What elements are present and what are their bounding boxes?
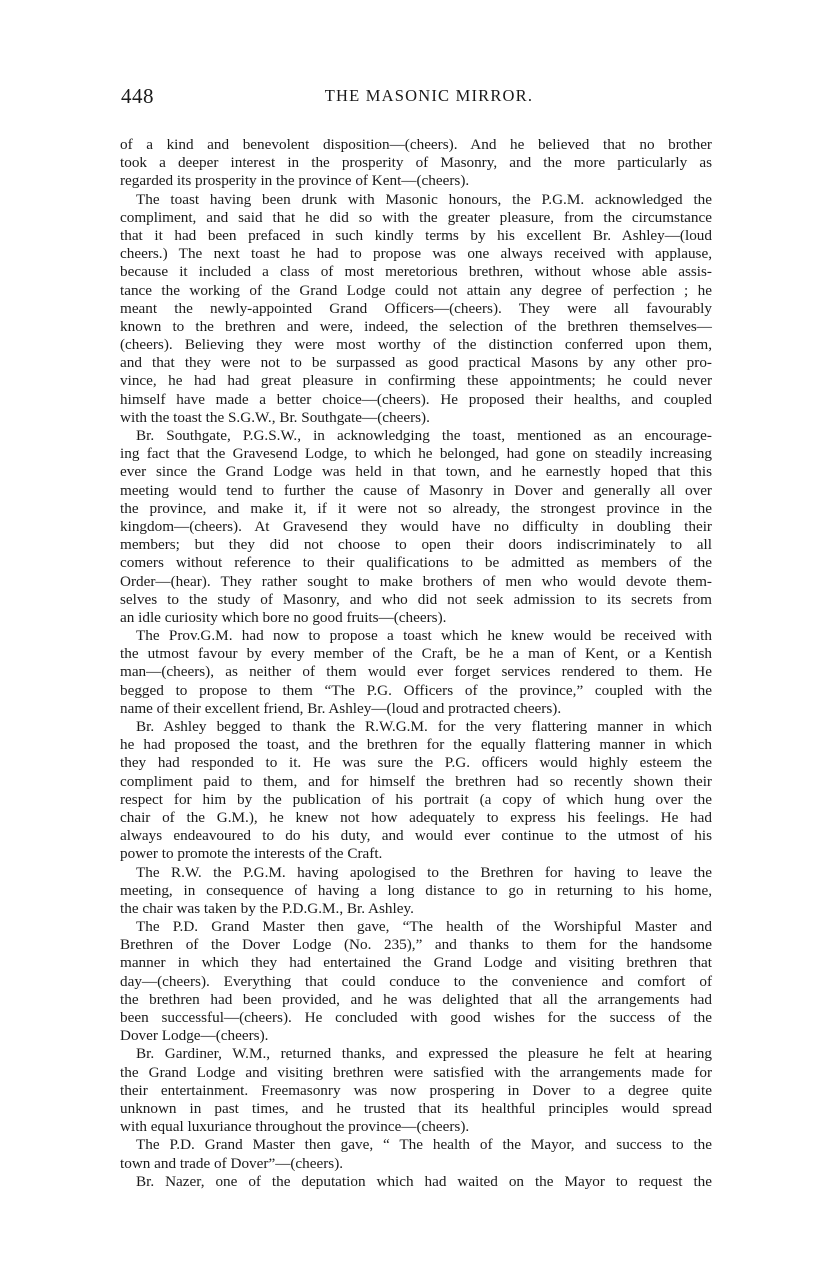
text-line: meant the newly-appointed Grand Officers—(cheers). They were all favourably: [120, 299, 712, 317]
paragraph-first-line: The P.D. Grand Master then gave, “The health of the Worshipful Master and: [136, 918, 712, 936]
text-line: members; but they did not choose to open their doors indiscriminately to all: [120, 536, 712, 554]
text-line: unknown in past times, and he trusted that its healthful principles would spread: [120, 1099, 712, 1117]
text-line: that it had been prefaced in such kindly terms by his excellent Br. Ashley—(loud: [120, 226, 712, 244]
text-line: chair of the G.M.), he knew not how adequately to express his feelings. He had: [120, 808, 712, 826]
paragraph-first-line: The toast having been drunk with Masonic honours, the P.G.M. acknowledged the: [136, 190, 712, 208]
text-line: compliment, and said that he did so with the greater pleasure, from the circumstance: [120, 208, 712, 226]
text-line: took a deeper interest in the prosperity of Masonry, and the more particularly as: [120, 154, 712, 172]
text-line: power to promote the interests of the Craft.: [120, 845, 383, 863]
running-head: [120, 84, 712, 110]
text-line: and that they were not to be surpassed as good practical Masons by any other pro-: [120, 354, 712, 372]
paragraph-first-line: The Prov.G.M. had now to propose a toast which he knew would be received with: [136, 627, 712, 645]
text-line: because it included a class of most meretorious brethren, without whose able assis-: [120, 263, 712, 281]
text-line: manner in which they had entertained the Grand Lodge and visiting brethren that: [120, 954, 712, 972]
text-line: day—(cheers). Everything that could conduce to the convenience and comfort of: [120, 972, 712, 990]
text-line: meeting would tend to further the cause of Masonry in Dover and generally all over: [120, 481, 712, 499]
text-line: compliment paid to them, and for himself the brethren had so recently shown their: [120, 772, 712, 790]
paragraph-first-line: Br. Ashley begged to thank the R.W.G.M. for the very flattering manner in which: [136, 718, 712, 735]
text-line: comers without reference to their qualifications to be admitted as members of the: [120, 554, 712, 572]
paragraph-first-line: Br. Gardiner, W.M., returned thanks, and expressed the pleasure he felt at hearing: [136, 1045, 712, 1063]
text-line: kingdom—(cheers). At Gravesend they would have no difficulty in doubling their: [120, 517, 712, 535]
text-line: meeting, in consequence of having a long distance to go in returning to his home,: [120, 881, 712, 899]
text-line: always endeavoured to do his duty, and would ever continue to the utmost of his: [120, 827, 712, 845]
text-line: the chair was taken by the P.D.G.M., Br. Ashley.: [120, 899, 414, 917]
text-line: the Grand Lodge and visiting brethren were satisfied with the arrangements made for: [120, 1063, 712, 1081]
text-line: their entertainment. Freemasonry was now prospering in Dover to a degree quite: [120, 1081, 712, 1099]
text-line: Brethren of the Dover Lodge (No. 235),” and thanks to them for the handsome: [120, 936, 712, 954]
paragraph-first-line: Br. Southgate, P.G.S.W., in acknowledging the toast, mentioned as an encourage-: [136, 427, 712, 444]
text-line: the province, and make it, if it were not so already, the strongest province in the: [120, 499, 712, 517]
text-line: of a kind and benevolent disposition—(cheers). And he believed that no brother: [120, 136, 712, 153]
journal-title: THE MASONIC MIRROR.: [324, 86, 534, 105]
text-line: Order—(hear). They rather sought to make brothers of men who would devote them-: [120, 572, 712, 590]
text-line: (cheers). Believing they were most worthy of the distinction conferred upon them,: [120, 336, 712, 354]
paragraph-first-line: Br. Nazer, one of the deputation which had waited on the Mayor to request the: [136, 1172, 712, 1190]
text-line: vince, he had had great pleasure in confirming these appointments; he could never: [120, 372, 712, 390]
text-line: regarded its prosperity in the province of Kent—(cheers).: [120, 172, 470, 190]
text-line: the utmost favour by every member of the Craft, be he a man of Kent, or a Kentish: [120, 645, 712, 663]
paragraph-first-line: The P.D. Grand Master then gave, “ The health of the Mayor, and success to the: [136, 1136, 712, 1154]
paragraph-first-line: The R.W. the P.G.M. having apologised to the Brethren for having to leave the: [136, 863, 712, 881]
page-number: 448: [121, 84, 154, 108]
text-line: ever since the Grand Lodge was held in that town, and he earnestly hoped that this: [120, 463, 712, 481]
text-line: name of their excellent friend, Br. Ashley—(loud and protracted cheers).: [120, 699, 562, 717]
text-line: known to the brethren and were, indeed, the selection of the brethren themselves—: [120, 317, 712, 335]
text-line: respect for him by the publication of his portrait (a copy of which hung over the: [120, 790, 712, 808]
text-line: ing fact that the Gravesend Lodge, to which he belonged, had gone on steadily increasing: [120, 445, 712, 463]
text-line: an idle curiosity which bore no good fruits—(cheers).: [120, 608, 447, 626]
text-line: begged to propose to them “The P.G. Officers of the province,” coupled with the: [120, 681, 712, 699]
text-line: with the toast the S.G.W., Br. Southgate—(cheers).: [120, 408, 430, 426]
article-body: [120, 136, 712, 1191]
text-line: Dover Lodge—(cheers).: [120, 1027, 269, 1045]
text-line: tance the working of the Grand Lodge could not attain any degree of perfection ; he: [120, 281, 712, 299]
text-line: they had responded to it. He was sure the P.G. officers would highly esteem the: [120, 754, 712, 772]
text-line: himself have made a better choice—(cheers). He proposed their healths, and coupled: [120, 390, 712, 408]
text-line: with equal luxuriance throughout the province—(cheers).: [120, 1118, 470, 1136]
text-line: cheers.) The next toast he had to propose was one always received with applause,: [120, 245, 712, 263]
text-line: selves to the study of Masonry, and who did not seek admission to its secrets from: [120, 590, 712, 608]
text-line: man—(cheers), as neither of them would ever forget services rendered to them. He: [120, 663, 712, 681]
text-line: town and trade of Dover”—(cheers).: [120, 1154, 344, 1172]
text-line: the brethren had been provided, and he was delighted that all the arrangements had: [120, 990, 712, 1008]
text-line: been successful—(cheers). He concluded with good wishes for the success of the: [120, 1009, 712, 1026]
text-line: he had proposed the toast, and the brethren for the equally flattering manner in which: [120, 736, 712, 754]
